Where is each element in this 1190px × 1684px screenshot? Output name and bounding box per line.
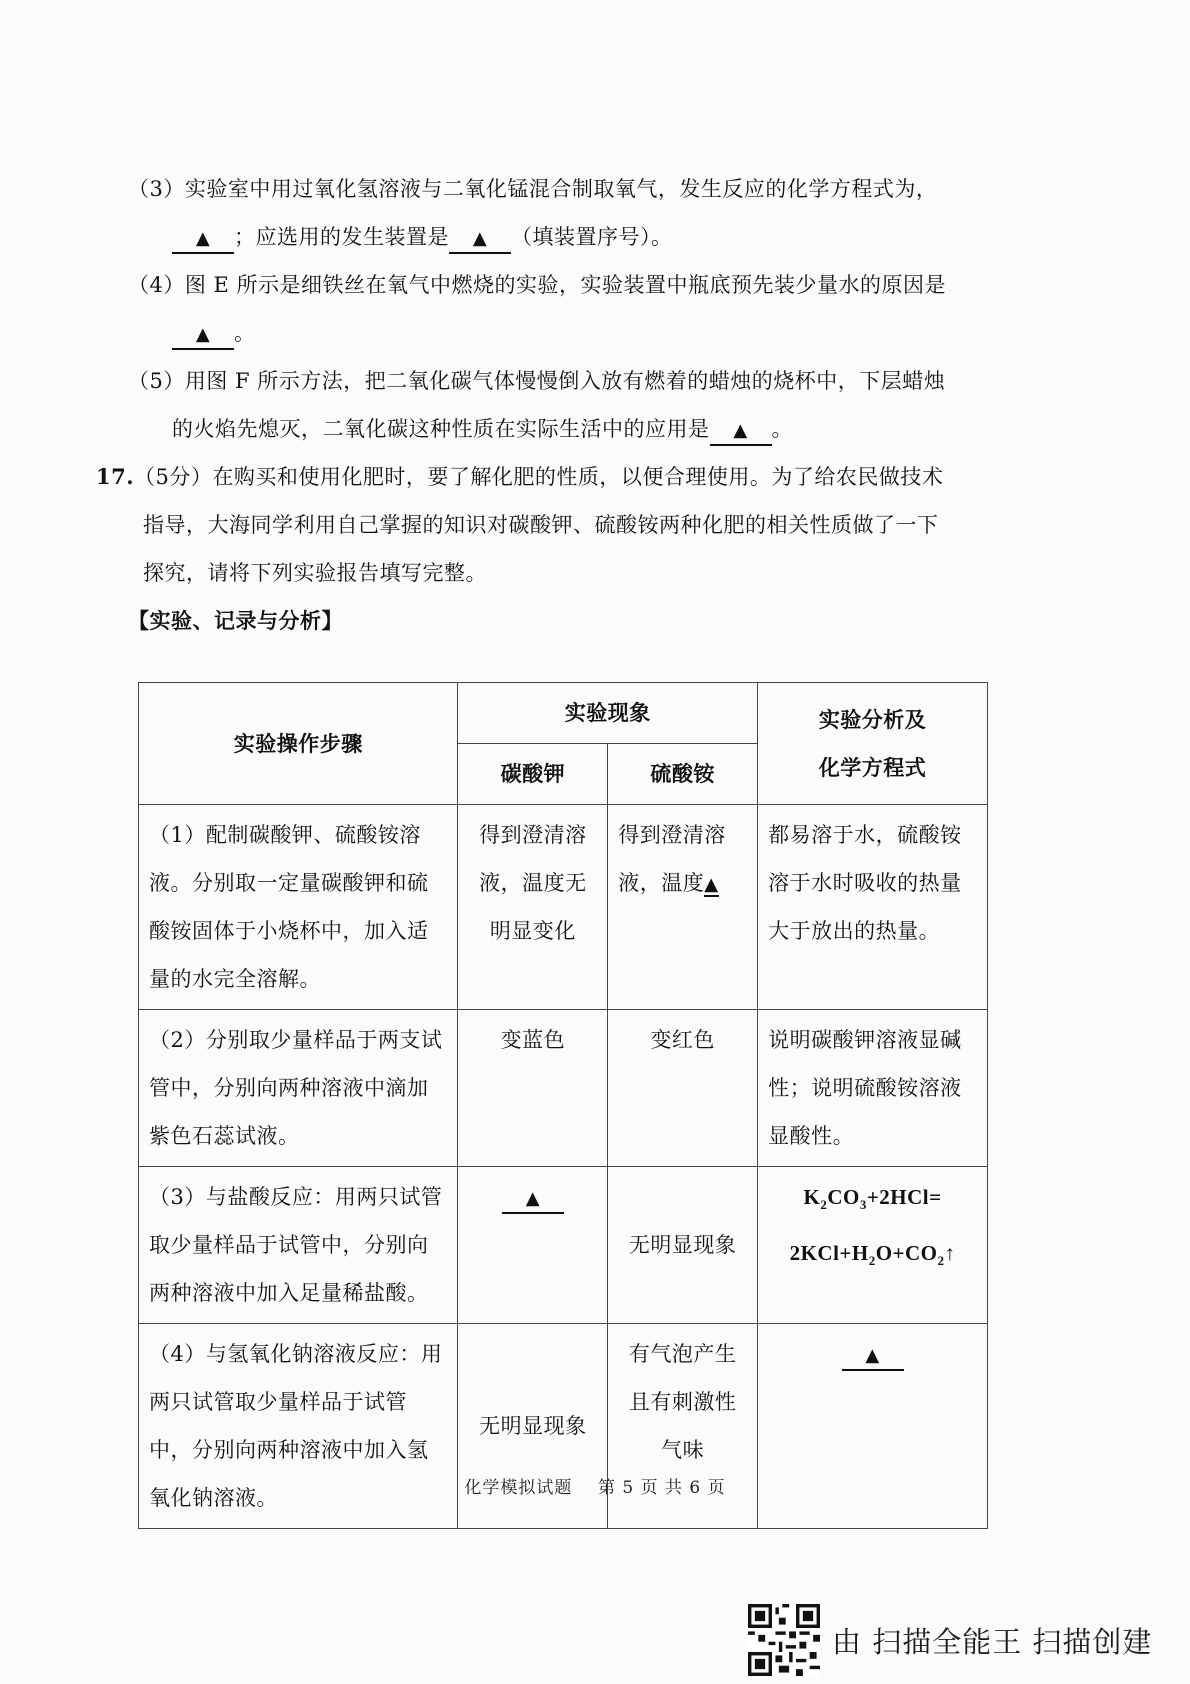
q16-part4-line1: （4）图 E 所示是细铁丝在氧气中燃烧的实验，实验装置中瓶底预先装少量水的原因是 <box>128 273 947 297</box>
table-row <box>139 1010 988 1167</box>
footer-subject: 化学模拟试题 <box>464 1478 573 1498</box>
row4-nh4so4: 有气泡产生且有刺激性气味 <box>608 1324 758 1529</box>
answer-blank: ▲ <box>449 226 511 254</box>
row2-nh4so4: 变红色 <box>608 1010 758 1167</box>
q17-line3: 探究，请将下列实验报告填写完整。 <box>143 561 487 585</box>
qr-code-icon <box>748 1604 820 1676</box>
header-k2co3: 碳酸钾 <box>458 744 608 805</box>
row1-nh4so4 <box>608 805 758 1010</box>
header-analysis <box>758 683 988 805</box>
table-row <box>139 1167 988 1324</box>
q17-line2: 指导，大海同学利用自己掌握的知识对碳酸钾、硫酸铵两种化肥的相关性质做了一下 <box>143 513 939 537</box>
table-row <box>139 805 988 1010</box>
row1-k2co3: 得到澄清溶液，温度无明显变化 <box>458 805 608 1010</box>
row2-k2co3: 变蓝色 <box>458 1010 608 1167</box>
footer-page-info: 第 5 页 共 6 页 <box>597 1478 726 1498</box>
answer-blank: ▲ <box>502 1186 564 1214</box>
header-phenomena: 实验现象 <box>458 683 758 744</box>
row3-equation <box>758 1167 988 1324</box>
section-title: 【实验、记录与分析】 <box>128 608 343 633</box>
answer-blank: ▲ <box>710 418 772 446</box>
header-analysis-line2: 化学方程式 <box>818 754 927 780</box>
q17-line1 <box>96 462 943 492</box>
row1-step: （1）配制碳酸钾、硫酸铵溶液。分别取一定量碳酸钾和硫酸铵固体于小烧杯中，加入适量的水完全溶解。 <box>139 805 458 1010</box>
row1-nh4so4-text: 得到澄清溶液，温度 <box>618 823 726 895</box>
equation-line1: $K_2CO_3+2HCl=$ <box>803 1185 942 1213</box>
q16-part4-post-text: 。 <box>234 321 256 345</box>
q17-intro-text: （5分）在购买和使用化肥时，要了解化肥的性质，以便合理使用。为了给农民做技术 <box>134 465 944 489</box>
answer-blank: ▲ <box>172 322 234 350</box>
row2-step: （2）分别取少量样品于两支试管中，分别向两种溶液中滴加紫色石蕊试液。 <box>139 1010 458 1167</box>
table-header-row <box>139 683 988 744</box>
header-steps: 实验操作步骤 <box>139 683 458 805</box>
row3-step: （3）与盐酸反应：用两只试管取少量样品于试管中，分别向两种溶液中加入足量稀盐酸。 <box>139 1167 458 1324</box>
q16-part5-line1: （5）用图 F 所示方法，把二氧化碳气体慢慢倒入放有燃着的蜡烛的烧杯中，下层蜡烛 <box>128 369 946 393</box>
answer-blank: ▲ <box>704 874 719 895</box>
q16-part3-post-text: （填装置序号）。 <box>511 225 673 249</box>
q16-part4-line2 <box>172 318 256 350</box>
q16-part3-line2 <box>172 222 673 254</box>
q16-part5-post-text: 。 <box>771 417 793 441</box>
header-nh4so4: 硫酸铵 <box>608 744 758 805</box>
experiment-report-table <box>138 682 988 1529</box>
row2-analysis: 说明碳酸钾溶液显碱性；说明硫酸铵溶液显酸性。 <box>758 1010 988 1167</box>
question-number: 17. <box>96 464 135 489</box>
row4-step: （4）与氢氧化钠溶液反应：用两只试管取少量样品于试管中，分别向两种溶液中加入氢氧化钠溶液。 <box>139 1324 458 1529</box>
q16-part5-pre-text: 的火焰先熄灭，二氧化碳这种性质在实际生活中的应用是 <box>172 417 710 441</box>
q16-part3-line1: （3）实验室中用过氧化氢溶液与二氧化锰混合制取氧气，发生反应的化学方程式为， <box>128 177 938 201</box>
q16-part5-line2 <box>172 414 793 446</box>
row1-analysis: 都易溶于水，硫酸铵溶于水时吸收的热量大于放出的热量。 <box>758 805 988 1010</box>
page-footer <box>0 1473 1190 1498</box>
row3-k2co3 <box>458 1167 608 1324</box>
row3-nh4so4: 无明显现象 <box>608 1167 758 1324</box>
scanner-watermark: 由 扫描全能王 扫描创建 <box>832 1625 1153 1659</box>
equation-line2: $2KCl+H_2O+CO_2↑$ <box>789 1241 956 1269</box>
row4-k2co3: 无明显现象 <box>458 1324 608 1529</box>
answer-blank: ▲ <box>172 226 234 254</box>
answer-blank: ▲ <box>842 1343 904 1371</box>
header-analysis-line1: 实验分析及 <box>818 706 927 732</box>
q16-part3-mid-text: ；应选用的发生装置是 <box>234 225 449 249</box>
